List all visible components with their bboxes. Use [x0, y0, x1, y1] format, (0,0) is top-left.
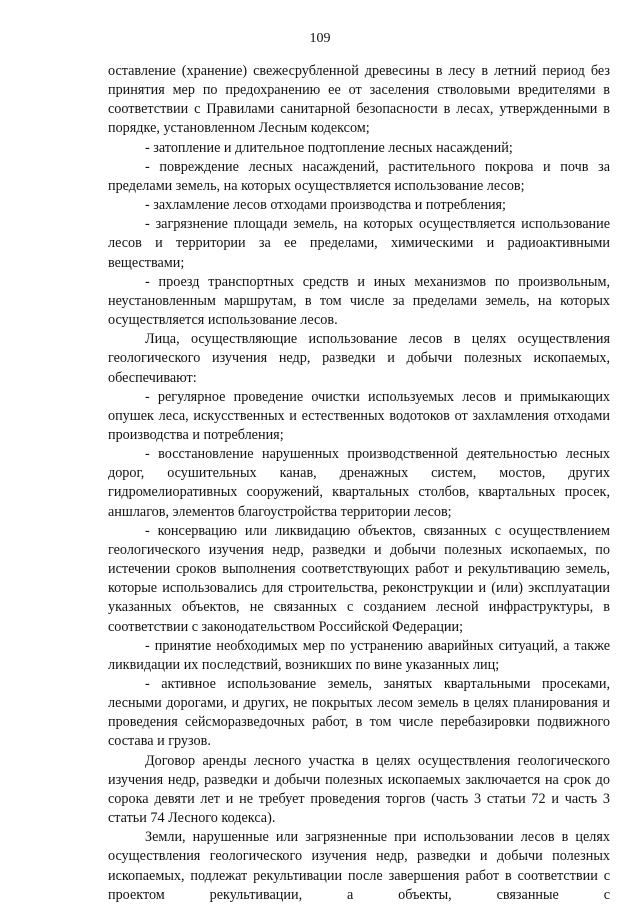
page-number: 109 — [309, 31, 331, 46]
paragraph-1: оставление (хранение) свежесрубленной древесины в лесу в летний период без принятия мер по предохранению ее от заселения стволовыми вредителями в соответствии с Правилами санитарной безопасности в лесах, утвержденными в порядке, установленном Лесным кодексом; — [108, 63, 610, 137]
paragraph-2: - затопление и длительное подтопление лесных насаждений; — [145, 139, 513, 156]
paragraph-8: - регулярное проведение очистки используемых лесов и примыкающих опушек леса, искусственных и естественных водотоков от захламления отходами производства и потребления; — [108, 388, 610, 443]
document-body — [108, 62, 610, 905]
paragraph-4: - захламление лесов отходами производства и потребления; — [145, 197, 507, 214]
paragraph-12: - активное использование земель, занятых квартальными просеками, лесными дорогами, и других, не покрытых лесом земель в целях планирования и проведения сейсморазведочных работ, в том числе перебазировки подвижного состава и грузов. — [108, 676, 610, 750]
paragraph-14: Земли, нарушенные или загрязненные при использовании лесов в целях осуществления геологического изучения недр, разведки и добычи полезных ископаемых, подлежат рекультивации после завершения работ в соответствии с проектом рекультивации, а объекты, связанные с — [108, 829, 610, 903]
paragraph-6: - проезд транспортных средств и иных механизмов по произвольным, неустановленным маршрутам, в том числе за пределами земель, на которых осуществляется использование лесов. — [108, 273, 610, 329]
paragraph-3: - повреждение лесных насаждений, растительного покрова и почв за пределами земель, на которых осуществляется использование лесов; — [108, 158, 610, 194]
paragraph-10: - консервацию или ликвидацию объектов, связанных с осуществлением геологического изучения недр, разведки и добычи полезных ископаемых, по истечении сроков выполнения соответствующих работ и рекультивацию земель, которые использовались для строительства, реконструкции и (или) эксплуатации указанных объектов, не связанных с созданием лесной инфраструктуры, в соответствии с законодательством Российской Федерации; — [108, 522, 610, 635]
paragraph-5: - загрязнение площади земель, на которых осуществляется использование лесов и территории за ее пределами, химическими и радиоактивными веществами; — [108, 216, 610, 271]
paragraph-9: - восстановление нарушенных производственной деятельностью лесных дорог, осушительных канав, дренажных систем, мостов, других гидромелиоративных сооружений, квартальных столбов, квартальных просек, аншлагов, элементов благоустройства территории лесов; — [108, 446, 610, 520]
paragraph-13: Договор аренды лесного участка в целях осуществления геологического изучения недр, разведки и добычи полезных ископаемых заключается на срок до сорока девяти лет и не требует проведения торгов (часть 3 статьи 72 и часть 3 статьи 74 Лесного кодекса). — [108, 752, 610, 827]
paragraph-11: - принятие необходимых мер по устранению аварийных ситуаций, а также ликвидации их последствий, возникших по вине указанных лиц; — [108, 637, 610, 673]
paragraph-7: Лица, осуществляющие использование лесов в целях осуществления геологического изучения недр, разведки и добычи полезных ископаемых, обеспечивают: — [108, 331, 610, 386]
